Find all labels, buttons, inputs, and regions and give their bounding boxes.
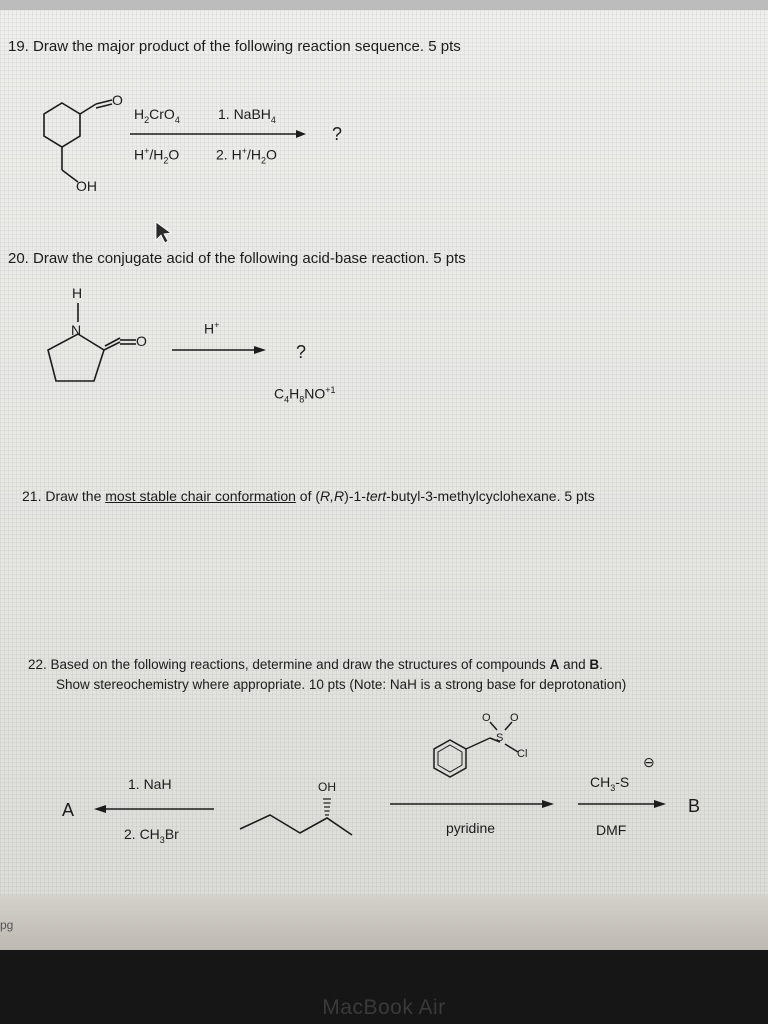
question-19-points: 5 pts xyxy=(428,38,461,55)
question-22-line2: Show stereochemistry where appropriate. 10 pts (Note: NaH is a strong base for deprotonation) xyxy=(56,677,627,692)
question-22-line1: 22. Based on the following reactions, determine and draw the structures of compounds A and B. xyxy=(28,657,603,672)
q22-chlorine-label: Cl xyxy=(517,748,528,760)
q22-sulfonyl-oxygen-2: O xyxy=(510,712,519,724)
page-top-edge xyxy=(0,0,768,10)
q20-oxygen-label: O xyxy=(136,333,147,349)
q20-unknown-product: ? xyxy=(296,342,307,362)
q19-unknown-product: ? xyxy=(332,124,343,144)
question-19-text: 19. Draw the major product of the following reaction sequence. xyxy=(8,38,425,55)
q19-hydroxyl-label: OH xyxy=(76,178,97,194)
q20-acid-reagent: H+ xyxy=(204,320,220,337)
question-21-heading: 21. Draw the most stable chair conformation of (R,R)-1-tert-butyl-3-methylcyclohexane. 5 pts xyxy=(22,488,595,504)
q19-aldehyde-oxygen: O xyxy=(112,92,123,108)
q22-sulfur-label: S xyxy=(496,732,504,744)
question-19-heading xyxy=(8,38,461,55)
q22-hydroxyl-label: OH xyxy=(318,780,336,794)
q22-reagent-nah: 1. NaH xyxy=(128,776,172,792)
question-20-points: 5 pts xyxy=(433,250,466,267)
q20-nitrogen-label: N xyxy=(71,322,82,338)
q20-hydrogen-label: H xyxy=(72,285,83,301)
q20-product-formula: $C_4H_8NO^{+1}$ xyxy=(274,385,336,405)
q22-reagent-thiomethoxide: $CH_3-S$ xyxy=(590,774,630,793)
q22-reagent-pyridine: pyridine xyxy=(446,820,496,836)
question-20-heading xyxy=(8,250,466,267)
q21-underlined-phrase: most stable chair conformation xyxy=(105,488,296,504)
q22-right-arrow xyxy=(0,0,1,1)
page-fragment-text: pg xyxy=(0,918,14,932)
compound-a-label: A xyxy=(62,800,75,820)
q19-step1-reagent-top: $H_2CrO_4$ xyxy=(134,106,180,125)
screen-bottom-strip xyxy=(0,895,768,950)
q19-step2-reagent-top: 1. NaBH$_4$ xyxy=(218,106,276,125)
q22-reagent-dmf: DMF xyxy=(596,822,627,838)
question-20-text: 20. Draw the conjugate acid of the following acid-base reaction. xyxy=(8,250,430,267)
q19-step1-reagent-bottom: $H^+/H_2O$ xyxy=(134,146,180,166)
laptop-brand-label: MacBook Air xyxy=(322,996,446,1019)
compound-b-label: B xyxy=(688,796,701,816)
q19-step2-reagent-bottom: 2. $H^+/H_2O$ xyxy=(216,146,277,166)
q22-negative-charge-icon: ⊖ xyxy=(643,754,655,770)
q22-sulfonyl-oxygen-1: O xyxy=(482,712,491,724)
q22-reagent-ch3br: 2. $CH_3Br$ xyxy=(124,826,179,845)
question-21-points: 5 pts xyxy=(564,488,595,504)
